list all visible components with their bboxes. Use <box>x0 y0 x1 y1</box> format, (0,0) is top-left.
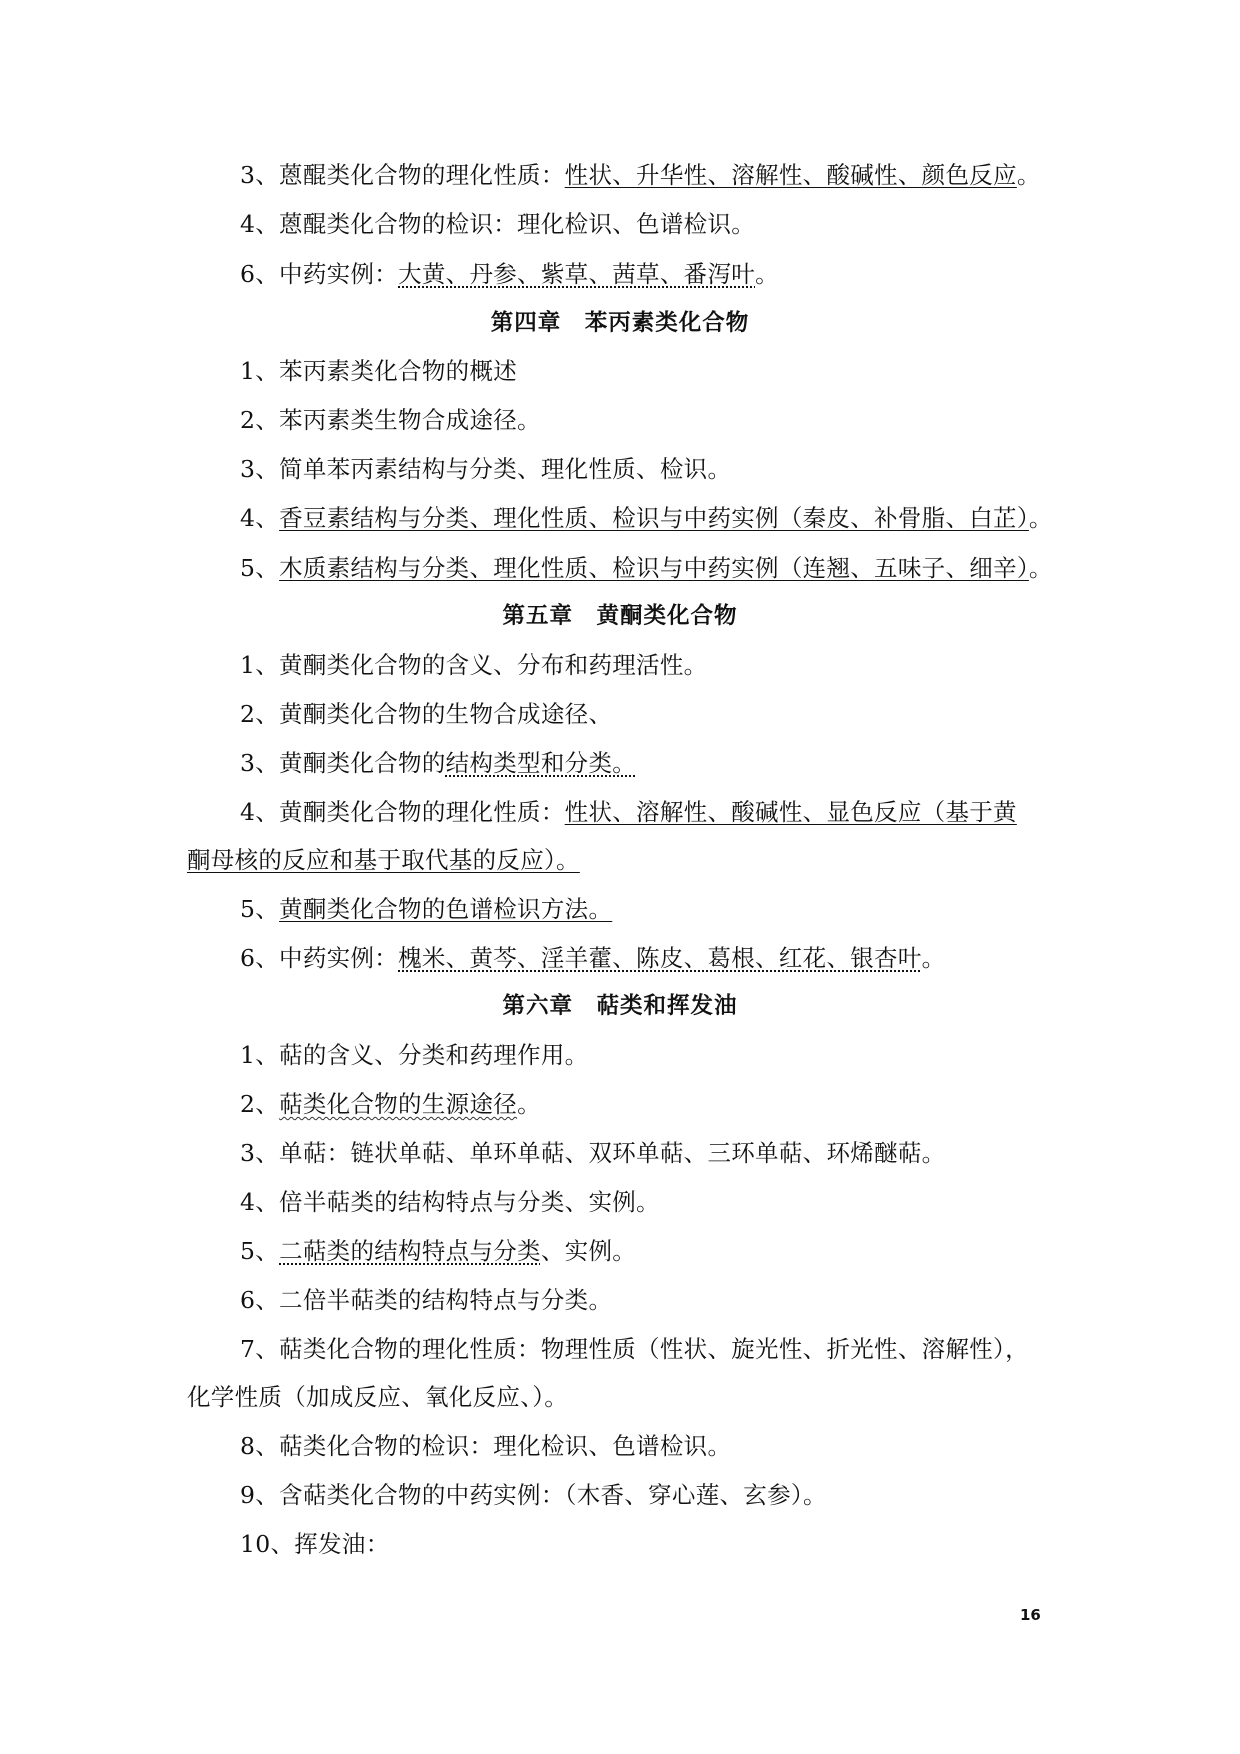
page-number: 16 <box>1020 1606 1041 1624</box>
chapter-4-heading: 第四章 苯丙素类化合物 <box>490 310 750 336</box>
item-sesterterpene <box>240 1285 612 1315</box>
underlined-text: 大黄、丹参、紫草、茜草、番泻叶 <box>398 260 756 288</box>
item-volatile-oil <box>240 1529 390 1559</box>
item-text: 。 <box>1028 504 1053 532</box>
item-text: 。 <box>517 1090 541 1118</box>
item-flavonoid-properties <box>240 797 1017 827</box>
item-text: 9、含萜类化合物的中药实例：（木香、穿心莲、玄参）。 <box>240 1481 827 1509</box>
item-text: 4、蒽醌类化合物的检识：理化检识、色谱检识。 <box>240 210 756 238</box>
item-text: 3、单萜：链状单萜、单环单萜、双环单萜、三环单萜、环烯醚萜。 <box>240 1139 946 1167</box>
item-flavonoid-chromatography <box>240 894 612 924</box>
item-text: 2、苯丙素类生物合成途径。 <box>240 406 541 434</box>
item-simple-phenylpropanoid <box>240 454 731 484</box>
item-terpene-identification <box>240 1431 731 1461</box>
underlined-text: 二萜类的结构特点与分类 <box>279 1237 541 1265</box>
underlined-text: 结构类型和分类。 <box>445 749 637 777</box>
item-flavonoid-definition <box>240 650 707 680</box>
underlined-text: 木质素结构与分类、理化性质、检识与中药实例（连翘、五味子、细辛） <box>279 554 1029 582</box>
item-text: 化学性质（加成反应、氧化反应、）。 <box>187 1383 569 1411</box>
item-text: 6、中药实例： <box>240 944 399 972</box>
item-text: 。 <box>921 944 946 972</box>
item-terpene-definition <box>240 1040 588 1070</box>
item-sesquiterpene <box>240 1187 660 1217</box>
underlined-text: 黄酮类化合物的色谱检识方法。 <box>279 895 613 923</box>
item-phenylpropanoid-biosynthesis <box>240 405 541 435</box>
item-text: 4、倍半萜类的结构特点与分类、实例。 <box>240 1188 660 1216</box>
item-anthraquinone-examples <box>240 259 779 289</box>
item-phenylpropanoid-overview <box>240 356 517 386</box>
item-anthraquinone-identification <box>240 209 755 239</box>
item-flavonoid-properties-continued <box>187 845 580 875</box>
underlined-text: 槐米、黄芩、淫羊藿、陈皮、葛根、红花、银杏叶 <box>398 944 922 972</box>
item-monoterpene <box>240 1138 945 1168</box>
item-lignin <box>240 553 1053 583</box>
item-terpene-properties <box>240 1334 1029 1364</box>
item-text: 7、萜类化合物的理化性质：物理性质（性状、旋光性、折光性、溶解性）， <box>240 1335 1029 1363</box>
item-flavonoid-structure <box>240 748 636 778</box>
item-text: 4、 <box>240 504 280 532</box>
item-text: 4、黄酮类化合物的理化性质： <box>240 798 565 826</box>
item-terpene-biogenesis <box>240 1089 541 1119</box>
item-text: 。 <box>1016 161 1041 189</box>
item-text: 。 <box>755 260 779 288</box>
chapter-5-heading: 第五章 黄酮类化合物 <box>502 603 738 629</box>
item-text: 1、苯丙素类化合物的概述 <box>240 357 518 385</box>
item-anthraquinone-properties <box>240 160 1041 190</box>
underlined-text: 酮母核的反应和基于取代基的反应）。 <box>187 846 580 874</box>
item-text: 、实例。 <box>540 1237 637 1265</box>
item-diterpene <box>240 1236 636 1266</box>
item-coumarin <box>240 503 1053 533</box>
item-text: 2、黄酮类化合物的生物合成途径、 <box>240 700 613 728</box>
item-flavonoid-biosynthesis <box>240 699 612 729</box>
item-text: 3、黄酮类化合物的 <box>240 749 446 777</box>
item-text: 1、黄酮类化合物的含义、分布和药理活性。 <box>240 651 708 679</box>
underlined-text: 萜类化合物的生源途径 <box>279 1090 518 1118</box>
item-text: 3、简单苯丙素结构与分类、理化性质、检识。 <box>240 455 732 483</box>
item-text: 5、 <box>240 554 280 582</box>
item-text: 10、挥发油： <box>240 1530 390 1558</box>
underlined-text: 香豆素结构与分类、理化性质、检识与中药实例（秦皮、补骨脂、白芷） <box>279 504 1029 532</box>
item-text: 1、萜的含义、分类和药理作用。 <box>240 1041 589 1069</box>
item-text: 5、 <box>240 1237 280 1265</box>
item-text: 8、萜类化合物的检识：理化检识、色谱检识。 <box>240 1432 732 1460</box>
item-text: 5、 <box>240 895 280 923</box>
item-flavonoid-examples <box>240 943 945 973</box>
item-terpene-examples <box>240 1480 827 1510</box>
underlined-text: 性状、溶解性、酸碱性、显色反应（基于黄 <box>564 798 1017 826</box>
chapter-6-heading: 第六章 萜类和挥发油 <box>502 993 738 1019</box>
item-text: 3、蒽醌类化合物的理化性质： <box>240 161 565 189</box>
item-text: 。 <box>1028 554 1053 582</box>
item-text: 2、 <box>240 1090 280 1118</box>
item-terpene-properties-continued <box>187 1382 568 1412</box>
underlined-text: 性状、升华性、溶解性、酸碱性、颜色反应 <box>564 161 1017 189</box>
item-text: 6、中药实例： <box>240 260 399 288</box>
item-text: 6、二倍半萜类的结构特点与分类。 <box>240 1286 613 1314</box>
